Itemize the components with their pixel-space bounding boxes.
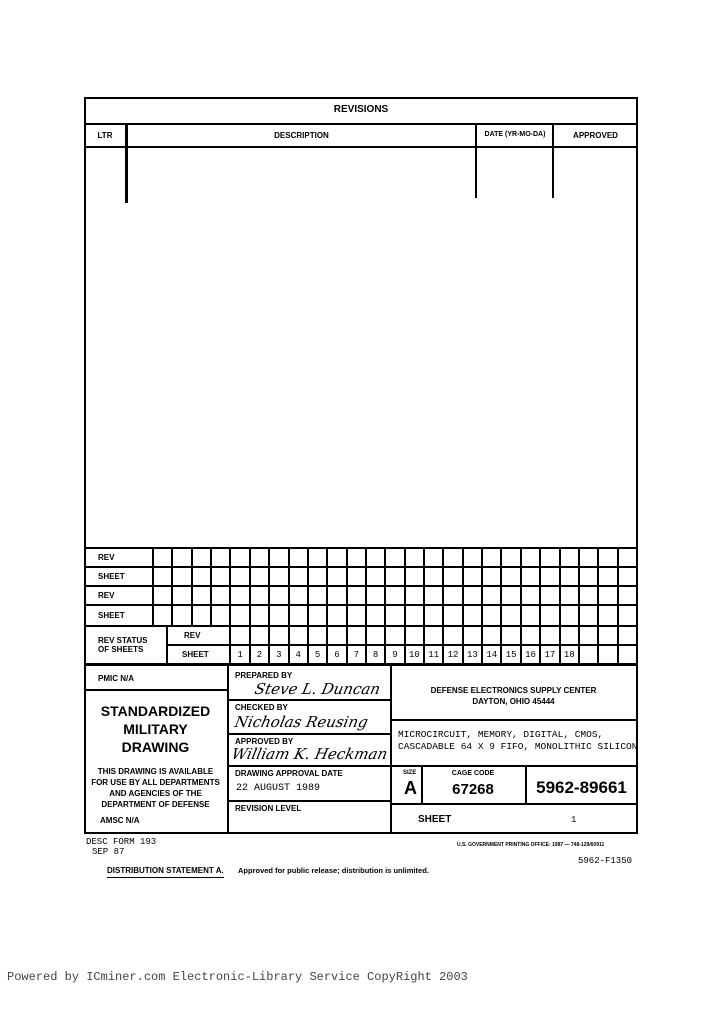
grid-cell bbox=[502, 627, 521, 646]
form-code: 5962-F1350 bbox=[578, 856, 633, 866]
grid-cell bbox=[619, 568, 638, 587]
grid-cell bbox=[154, 606, 173, 627]
grid-cell bbox=[599, 606, 618, 627]
grid-cell bbox=[309, 606, 328, 627]
grid-cell bbox=[386, 549, 405, 568]
sheet-value: 1 bbox=[571, 815, 577, 825]
grid-cell bbox=[212, 549, 231, 568]
grid-cell bbox=[328, 568, 347, 587]
sheet-number-cell: 3 bbox=[270, 646, 289, 665]
grid-cell bbox=[290, 568, 309, 587]
status-rev-label: REV bbox=[168, 627, 231, 646]
divider bbox=[227, 765, 390, 767]
grid-cell bbox=[599, 568, 618, 587]
sheet-number-cell: 11 bbox=[425, 646, 444, 665]
col-date: DATE (YR-MO-DA) bbox=[484, 131, 546, 138]
grid-cell bbox=[367, 606, 386, 627]
grid-cell bbox=[193, 568, 212, 587]
grid-cell bbox=[309, 627, 328, 646]
grid-cell bbox=[541, 587, 560, 606]
grid-cell bbox=[580, 549, 599, 568]
sheet-number-cell: 8 bbox=[367, 646, 386, 665]
smd-line: STANDARDIZED bbox=[100, 703, 211, 719]
grid-cell bbox=[406, 549, 425, 568]
grid-cell bbox=[619, 627, 638, 646]
form-number bbox=[86, 837, 156, 857]
grid-cell bbox=[444, 549, 463, 568]
sheet-number-cell: 5 bbox=[309, 646, 328, 665]
note-line: FOR USE BY ALL DEPARTMENTS bbox=[91, 778, 220, 787]
grid-row-label: REV bbox=[86, 549, 154, 568]
grid-cell bbox=[251, 627, 270, 646]
grid-cell bbox=[522, 549, 541, 568]
cage-code: 67268 bbox=[452, 781, 494, 798]
grid-cell bbox=[193, 606, 212, 627]
grid-cell bbox=[580, 627, 599, 646]
grid-cell bbox=[290, 606, 309, 627]
grid-cell bbox=[386, 587, 405, 606]
sheet-number-cell: 12 bbox=[444, 646, 463, 665]
grid-cell bbox=[483, 587, 502, 606]
grid-cell bbox=[406, 606, 425, 627]
grid-cell bbox=[406, 568, 425, 587]
grid-cell bbox=[444, 627, 463, 646]
grid-cell bbox=[270, 568, 289, 587]
grid-cell bbox=[483, 627, 502, 646]
approved-by-signature: William K. Heckman bbox=[230, 745, 390, 763]
desc-line: CASCADABLE 64 X 9 FIFO, MONOLITHIC SILICON bbox=[398, 741, 638, 752]
grid-cell bbox=[386, 627, 405, 646]
grid-cell bbox=[328, 627, 347, 646]
grid-cell bbox=[231, 568, 250, 587]
prepared-by-signature: Steve L. Duncan bbox=[253, 680, 383, 698]
sheet-number-cell: 15 bbox=[502, 646, 521, 665]
note-line: AND AGENCIES OF THE bbox=[109, 789, 202, 798]
grid-cell bbox=[580, 568, 599, 587]
grid-cell bbox=[309, 568, 328, 587]
grid-cell bbox=[561, 606, 580, 627]
sheet-number-cell: 10 bbox=[406, 646, 425, 665]
grid-cell bbox=[619, 549, 638, 568]
distribution-text: Approved for public release; distribution is unlimited. bbox=[238, 866, 429, 875]
grid-cell bbox=[348, 587, 367, 606]
pmic-label: PMIC N/A bbox=[98, 674, 134, 683]
grid-cell bbox=[502, 568, 521, 587]
grid-cell bbox=[386, 568, 405, 587]
divider bbox=[84, 123, 638, 125]
powered-by-banner: Powered by ICminer.com Electronic-Library Service CopyRight 2003 bbox=[7, 970, 468, 984]
drawing-description bbox=[398, 729, 637, 753]
status-sheet-label: SHEET bbox=[168, 646, 231, 665]
grid-cell bbox=[580, 646, 599, 665]
grid-cell bbox=[561, 627, 580, 646]
grid-cell bbox=[290, 587, 309, 606]
form-line: DESC FORM 193 bbox=[86, 837, 157, 847]
grid-cell bbox=[522, 587, 541, 606]
sheet-label: SHEET bbox=[418, 814, 452, 825]
divider bbox=[390, 803, 637, 805]
approval-date: 22 AUGUST 1989 bbox=[236, 783, 321, 794]
grid-cell bbox=[328, 549, 347, 568]
status-label-line: OF SHEETS bbox=[98, 645, 144, 654]
grid-cell bbox=[522, 568, 541, 587]
grid-cell bbox=[599, 587, 618, 606]
grid-cell bbox=[193, 549, 212, 568]
grid-cell bbox=[444, 606, 463, 627]
grid-cell bbox=[251, 587, 270, 606]
grid-cell bbox=[328, 587, 347, 606]
grid-cell bbox=[483, 568, 502, 587]
sheet-number-cell: 6 bbox=[328, 646, 347, 665]
grid-cell bbox=[193, 587, 212, 606]
size-label: SIZE bbox=[403, 770, 417, 776]
grid-cell bbox=[599, 549, 618, 568]
cage-code-label: CAGE CODE bbox=[451, 770, 495, 777]
agency-line: DAYTON, OHIO 45444 bbox=[472, 697, 555, 706]
grid-cell bbox=[231, 587, 250, 606]
grid-cell bbox=[251, 549, 270, 568]
grid-cell bbox=[502, 549, 521, 568]
drawing-number: 5962-89661 bbox=[536, 778, 627, 797]
grid-cell bbox=[386, 606, 405, 627]
grid-cell bbox=[580, 606, 599, 627]
sheet-number-cell: 2 bbox=[251, 646, 270, 665]
grid-cell bbox=[270, 627, 289, 646]
status-label-line: REV STATUS bbox=[98, 636, 148, 645]
grid-cell bbox=[541, 606, 560, 627]
grid-cell bbox=[561, 568, 580, 587]
grid-cell bbox=[619, 646, 638, 665]
revisions-box bbox=[84, 97, 638, 549]
prepared-by-label: PREPARED BY bbox=[235, 671, 293, 680]
divider bbox=[125, 123, 128, 203]
grid-cell bbox=[231, 627, 250, 646]
grid-cell bbox=[541, 627, 560, 646]
sheet-number-cell: 7 bbox=[348, 646, 367, 665]
col-description: DESCRIPTION bbox=[274, 131, 329, 140]
approval-date-label: DRAWING APPROVAL DATE bbox=[235, 769, 343, 778]
grid-cell bbox=[444, 587, 463, 606]
sheet-number-cell: 9 bbox=[386, 646, 405, 665]
grid-cell bbox=[367, 549, 386, 568]
grid-cell bbox=[309, 549, 328, 568]
amsc-label: AMSC N/A bbox=[100, 816, 140, 825]
grid-cell bbox=[483, 549, 502, 568]
col-approved: APPROVED bbox=[573, 131, 618, 140]
grid-cell bbox=[251, 606, 270, 627]
note-line: DEPARTMENT OF DEFENSE bbox=[101, 800, 210, 809]
grid-cell bbox=[231, 549, 250, 568]
divider bbox=[390, 719, 637, 721]
grid-cell bbox=[464, 568, 483, 587]
grid-cell bbox=[619, 587, 638, 606]
desc-line: MICROCIRCUIT, MEMORY, DIGITAL, CMOS, bbox=[398, 729, 604, 740]
grid-cell bbox=[348, 549, 367, 568]
grid-cell bbox=[270, 549, 289, 568]
grid-cell bbox=[444, 568, 463, 587]
divider bbox=[227, 800, 390, 802]
gpo-note: U.S. GOVERNMENT PRINTING OFFICE: 1987 — 748-129/60911 bbox=[457, 842, 605, 848]
checked-by-signature: Nicholas Reusing bbox=[233, 713, 370, 731]
grid-cell bbox=[502, 587, 521, 606]
grid-cell bbox=[212, 587, 231, 606]
divider bbox=[475, 123, 477, 198]
sheet-number-cell: 4 bbox=[290, 646, 309, 665]
approved-by-label: APPROVED BY bbox=[235, 737, 294, 746]
grid-cell bbox=[309, 587, 328, 606]
agency-line: DEFENSE ELECTRONICS SUPPLY CENTER bbox=[430, 686, 597, 695]
grid-cell bbox=[348, 606, 367, 627]
grid-cell bbox=[464, 587, 483, 606]
grid-cell bbox=[425, 587, 444, 606]
grid-cell bbox=[173, 587, 192, 606]
grid-cell bbox=[599, 646, 618, 665]
revision-level-label: REVISION LEVEL bbox=[235, 804, 302, 813]
smd-line: DRAWING bbox=[121, 739, 190, 755]
divider bbox=[390, 765, 637, 767]
grid-cell bbox=[502, 606, 521, 627]
smd-line: MILITARY bbox=[123, 721, 188, 737]
grid-cell bbox=[173, 606, 192, 627]
sheet-number-cell: 1 bbox=[231, 646, 250, 665]
grid-cell bbox=[541, 549, 560, 568]
grid-cell bbox=[580, 587, 599, 606]
grid-cell bbox=[464, 549, 483, 568]
grid-cell bbox=[348, 568, 367, 587]
divider bbox=[227, 699, 390, 701]
revisions-title: REVISIONS bbox=[333, 104, 389, 115]
rev-status-grid bbox=[84, 547, 638, 665]
sheet-number-cell: 17 bbox=[541, 646, 560, 665]
grid-cell bbox=[599, 627, 618, 646]
grid-cell bbox=[425, 568, 444, 587]
grid-cell bbox=[541, 568, 560, 587]
grid-cell bbox=[290, 627, 309, 646]
grid-cell bbox=[464, 627, 483, 646]
rev-status-label bbox=[86, 627, 168, 665]
sheet-number-cell: 18 bbox=[561, 646, 580, 665]
grid-cell bbox=[522, 627, 541, 646]
grid-cell bbox=[290, 549, 309, 568]
grid-cell bbox=[212, 568, 231, 587]
grid-cell bbox=[425, 606, 444, 627]
grid-cell bbox=[154, 568, 173, 587]
grid-cell bbox=[348, 627, 367, 646]
grid-cell bbox=[561, 587, 580, 606]
grid-cell bbox=[328, 606, 347, 627]
grid-cell bbox=[483, 606, 502, 627]
distribution-label: DISTRIBUTION STATEMENT A. bbox=[107, 866, 224, 878]
grid-cell bbox=[425, 549, 444, 568]
smd-title bbox=[84, 702, 227, 756]
note-line: THIS DRAWING IS AVAILABLE bbox=[97, 767, 214, 776]
grid-cell bbox=[561, 549, 580, 568]
grid-cell bbox=[367, 568, 386, 587]
sheet-number-cell: 13 bbox=[464, 646, 483, 665]
checked-by-label: CHECKED BY bbox=[235, 703, 288, 712]
divider bbox=[84, 689, 227, 691]
grid-cell bbox=[270, 587, 289, 606]
grid-cell bbox=[154, 549, 173, 568]
divider bbox=[84, 146, 638, 148]
col-ltr: LTR bbox=[97, 131, 113, 140]
sheet-number-cell: 14 bbox=[483, 646, 502, 665]
grid-cell bbox=[406, 627, 425, 646]
sheet-number-cell: 16 bbox=[522, 646, 541, 665]
divider bbox=[552, 123, 554, 198]
grid-cell bbox=[367, 627, 386, 646]
grid-row-label: REV bbox=[86, 587, 154, 606]
grid-cell bbox=[251, 568, 270, 587]
grid-cell bbox=[406, 587, 425, 606]
grid-cell bbox=[425, 627, 444, 646]
availability-note bbox=[84, 766, 227, 810]
grid-row-label: SHEET bbox=[86, 606, 154, 627]
grid-cell bbox=[270, 606, 289, 627]
grid-cell bbox=[619, 606, 638, 627]
grid-cell bbox=[173, 568, 192, 587]
grid-cell bbox=[464, 606, 483, 627]
grid-cell bbox=[173, 549, 192, 568]
size-value: A bbox=[404, 778, 417, 798]
grid-row-label: SHEET bbox=[86, 568, 154, 587]
grid-cell bbox=[154, 587, 173, 606]
divider bbox=[227, 664, 229, 834]
grid-cell bbox=[231, 606, 250, 627]
form-line: SEP 87 bbox=[92, 847, 125, 857]
grid-cell bbox=[367, 587, 386, 606]
divider bbox=[227, 733, 390, 735]
agency-name bbox=[390, 685, 637, 707]
grid-cell bbox=[522, 606, 541, 627]
grid-cell bbox=[212, 606, 231, 627]
